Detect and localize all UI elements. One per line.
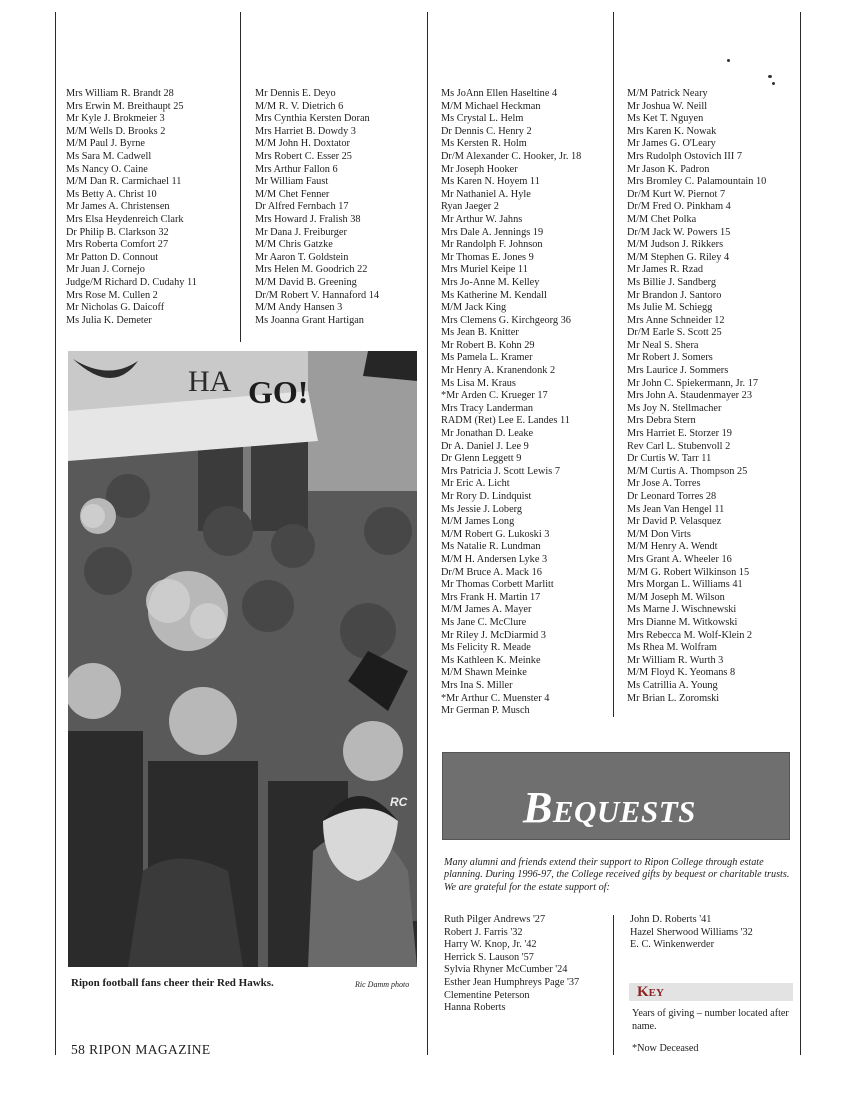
donor-name: Ms Marne J. Wischnewski [627,604,737,616]
donor-name: Ms Kathleen K. Meinke [441,654,541,666]
donor-name: M/M Robert G. Lukoski 3 [441,528,550,540]
donor-name: Dr/M Fred O. Pinkham 4 [627,201,731,213]
donor-name: Mrs Roberta Comfort 27 [66,239,169,251]
donor-name: M/M Michael Heckman [441,100,541,112]
donor-name: M/M David B. Greening [255,276,357,288]
sign-text-go: GO! [248,374,309,410]
sign-text-ha: HA [188,365,232,398]
donor-name: Dr Philip B. Clarkson 32 [66,226,169,238]
donor-name: Mr Eric A. Licht [441,478,510,490]
column-rule [613,12,614,717]
donor-name: M/M John H. Doxtator [255,138,350,150]
donor-name: Mrs Tracy Landerman [441,402,534,414]
donor-name: Mr William Faust [255,176,329,188]
donor-name: Mr Joshua W. Neill [627,100,708,112]
donor-name: Mrs Harriet E. Storzer 19 [627,428,732,440]
donor-name: Dr Leonard Torres 28 [627,491,717,502]
bequest-name: Ruth Pilger Andrews '27 [444,914,546,925]
donor-name: Mrs Frank H. Martin 17 [441,591,541,603]
donor-name: Dr Alfred Fernbach 17 [255,201,349,213]
donor-name: Mrs Ina S. Miller [441,679,513,691]
donor-name: Judge/M Richard D. Cudahy 11 [66,276,197,288]
donor-name: Ms JoAnn Ellen Haseltine 4 [441,88,558,99]
donor-name: M/M Don Virts [627,528,691,540]
donor-name: Mr Neal S. Shera [627,339,699,351]
donor-name: Dr/M Bruce A. Mack 16 [441,566,542,578]
donor-name: Dr/M Jack W. Powers 15 [627,226,731,238]
donor-list-column-1 [66,88,197,327]
donor-name: Dr/M Kurt W. Piernot 7 [627,188,726,200]
donor-name: Mrs Elsa Heydenreich Clark [66,213,184,225]
donor-name: Mrs Cynthia Kersten Doran [255,113,370,125]
donor-name: Mrs Debra Stern [627,415,696,427]
donor-name: Mr Brian L. Zoromski [627,692,720,704]
donor-name: Dr Glenn Leggett 9 [441,453,522,465]
donor-name: Dr Dennis C. Henry 2 [441,125,532,137]
donor-name: Ms Sara M. Cadwell [66,150,152,162]
donor-name: Ms Joanna Grant Hartigan [255,314,364,326]
photo-credit: Ric Damm photo [355,980,410,989]
donor-name: Mr James A. Christensen [66,201,170,213]
donor-name: Ms Lisa M. Kraus [441,377,516,389]
donor-name: Ms Joy N. Stellmacher [627,402,722,414]
donor-name: Mrs John A. Staudenmayer 23 [627,390,752,402]
donor-name: Dr A. Daniel J. Lee 9 [441,440,529,452]
donor-name: Ms Katherine M. Kendall [441,289,547,301]
bequest-name: Esther Jean Humphreys Page '37 [444,976,580,988]
donor-name: Ms Jean Van Hengel 11 [627,503,725,515]
donor-name: Mr Robert J. Somers [627,352,713,364]
bequests-list-column-1 [444,914,579,1015]
donor-name: M/M Henry A. Wendt [627,541,718,553]
donor-name: Mr William R. Wurth 3 [627,654,724,666]
donor-name: Dr/M Alexander C. Hooker, Jr. 18 [441,150,582,162]
donor-name: Mrs Robert C. Esser 25 [255,150,352,162]
donor-name: Dr Curtis W. Tarr 11 [627,453,712,465]
bequests-banner [442,752,790,840]
donor-name: M/M Stephen G. Riley 4 [627,251,730,263]
donor-name: Mrs Rudolph Ostovich III 7 [627,150,742,162]
donor-name: Ryan Jaeger 2 [441,201,499,213]
scan-speck [727,59,730,62]
donor-name: Ms Felicity R. Meade [441,642,531,654]
page-footer: 58 RIPON MAGAZINE [71,1042,211,1057]
donor-name: Ms Karen N. Hoyem 11 [441,176,540,188]
bequest-name: Harry W. Knop, Jr. '42 [444,939,537,951]
donor-name: Mrs Helen M. Goodrich 22 [255,264,368,276]
donor-name: M/M Chet Polka [627,213,697,225]
donor-name: Ms Natalie R. Lundman [441,541,541,553]
donor-name: Mr Patton D. Connout [66,251,159,263]
donor-name: *Mr Arthur C. Muenster 4 [441,692,550,704]
donor-name: Mr James R. Rzad [627,264,704,276]
donor-name: M/M James Long [441,516,515,528]
donor-name: M/M Jack King [441,302,507,314]
donor-name: Mr Henry A. Kranendonk 2 [441,365,556,377]
donor-list-column-4 [627,88,766,705]
donor-name: Mrs Bromley C. Palamountain 10 [627,176,767,188]
donor-list-column-3 [441,88,581,718]
donor-name: M/M Chris Gatzke [255,239,333,251]
donor-name: Mrs Arthur Fallon 6 [255,163,338,175]
donor-name: Mrs Anne Schneider 12 [627,314,725,326]
key-banner [629,983,793,1001]
donor-name: Mr German P. Musch [441,705,530,717]
donor-name: Mrs Harriet B. Dowdy 3 [255,125,356,137]
donor-name: M/M Dan R. Carmichael 11 [66,176,182,188]
donor-name: RADM (Ret) Lee E. Landes 11 [441,415,570,427]
scan-speck [772,82,775,85]
bequest-name: E. C. Winkenwerder [630,939,715,951]
donor-name: Mrs Patricia J. Scott Lewis 7 [441,465,560,477]
donor-name: Mr Dana J. Freiburger [255,226,347,238]
column-rule [240,12,241,342]
bequest-name: Herrick S. Lauson '57 [444,951,534,963]
donor-name: Mr Randolph F. Johnson [441,239,543,251]
donor-name: Mr Brandon J. Santoro [627,289,722,301]
donor-name: Mrs Grant A. Wheeler 16 [627,553,732,565]
bequest-name: Hanna Roberts [444,1002,506,1014]
donor-name: Ms Jean B. Knitter [441,327,519,339]
donor-name: Dr/M Robert V. Hannaford 14 [255,289,380,301]
donor-name: Ms Rhea M. Wolfram [627,642,717,654]
key-description: Years of giving – number located after name. [632,1008,789,1032]
donor-name: Mrs Rose M. Cullen 2 [66,289,158,301]
jacket-lettering: RC [390,795,408,809]
donor-name: M/M R. V. Dietrich 6 [255,100,344,112]
donor-name: M/M G. Robert Wilkinson 15 [627,566,750,578]
donor-name: M/M Andy Hansen 3 [255,302,343,314]
bequests-intro: Many alumni and friends extend their support to Ripon College through estate planning. During 1996-97, the College received gifts by bequest or charitable trusts. We are grateful for the estate support of: [444,857,790,893]
donor-name: Ms Nancy O. Caine [66,163,148,175]
bequests-title: Bequests [523,783,696,832]
scan-speck [768,75,772,78]
donor-name: M/M Patrick Neary [627,88,708,99]
donor-name: Ms Jane C. McClure [441,616,527,628]
column-rule [427,12,428,1055]
donor-name: M/M H. Andersen Lyke 3 [441,553,548,565]
donor-name: M/M Floyd K. Yeomans 8 [627,667,736,679]
donor-name: Mr Joseph Hooker [441,163,518,175]
football-fans-photo [68,351,417,967]
donor-name: M/M Curtis A. Thompson 25 [627,465,748,477]
donor-name: Dr/M Earle S. Scott 25 [627,327,722,339]
donor-name: Mr James G. O'Leary [627,138,716,150]
donor-name: Mrs Jo-Anne M. Kelley [441,276,540,288]
donor-name: Mrs Dianne M. Witkowski [627,616,738,628]
donor-name: Mr Kyle J. Brokmeier 3 [66,113,165,125]
donor-name: M/M Chet Fenner [255,188,330,200]
donor-name: Mr David P. Velasquez [627,516,722,528]
donor-name: Mrs Morgan L. Williams 41 [627,579,743,591]
donor-name: Mrs Rebecca M. Wolf-Klein 2 [627,629,753,641]
donor-name: Mrs Karen K. Nowak [627,125,717,137]
donor-name: Ms Billie J. Sandberg [627,276,717,288]
donor-name: Mr Arthur W. Jahns [441,213,523,225]
bequest-name: Clementine Peterson [444,989,530,1001]
donor-name: Ms Kersten R. Holm [441,138,527,150]
bequests-list-column-2 [630,914,753,952]
key-deceased-note: *Now Deceased [632,1043,699,1054]
donor-name: Mr Riley J. McDiarmid 3 [441,629,546,641]
donor-name: Mrs Howard J. Fralish 38 [255,213,361,225]
donor-name: Mr Jason K. Padron [627,163,710,175]
column-rule [800,12,801,1055]
donor-name: Mr Rory D. Lindquist [441,491,532,502]
donor-name: M/M James A. Mayer [441,604,532,616]
donor-name: Ms Julie M. Schiegg [627,302,713,314]
bequest-name: Sylvia Rhyner McCumber '24 [444,964,568,976]
donor-name: Ms Ket T. Nguyen [627,113,704,125]
donor-name: Mrs William R. Brandt 28 [66,88,174,99]
donor-name: Ms Betty A. Christ 10 [66,188,157,200]
donor-name: M/M Shawn Meinke [441,667,527,679]
donor-name: M/M Judson J. Rikkers [627,239,724,251]
donor-name: Mr Robert B. Kohn 29 [441,339,535,351]
bequest-name: John D. Roberts '41 [630,914,712,925]
donor-name: Mr Jose A. Torres [627,478,701,490]
key-title: Key [637,984,664,1000]
donor-name: Mrs Dale A. Jennings 19 [441,226,544,238]
donor-name: Mr Thomas Corbett Marlitt [441,579,554,591]
donor-name: Rev Carl L. Stubenvoll 2 [627,440,731,452]
donor-name: Mrs Laurice J. Sommers [627,365,729,377]
donor-name: Ms Pamela L. Kramer [441,352,533,364]
donor-name: M/M Wells D. Brooks 2 [66,125,166,137]
donor-name: Mr Jonathan D. Leake [441,428,534,440]
donor-name: *Mr Arden C. Krueger 17 [441,390,548,402]
donor-name: Mr Thomas E. Jones 9 [441,251,534,263]
donor-name: Ms Julia K. Demeter [66,314,152,326]
donor-name: Mr Dennis E. Deyo [255,88,336,99]
donor-name: Mr Nicholas G. Daicoff [66,302,165,314]
donor-name: Mr John C. Spiekermann, Jr. 17 [627,377,758,389]
column-rule [55,12,56,1055]
donor-name: Mrs Clemens G. Kirchgeorg 36 [441,314,571,326]
donor-name: Ms Jessie J. Loberg [441,503,523,515]
donor-name: M/M Joseph M. Wilson [627,591,725,603]
donor-name: Mrs Erwin M. Breithaupt 25 [66,100,184,112]
donor-name: Ms Catrillia A. Young [627,679,718,691]
donor-list-column-2 [255,88,379,327]
bequest-name: Hazel Sherwood Williams '32 [630,926,753,938]
donor-name: Mrs Muriel Keipe 11 [441,264,528,276]
photo-caption: Ripon football fans cheer their Red Hawks. [71,977,274,989]
donor-name: M/M Paul J. Byrne [66,138,145,150]
donor-name: Mr Nathaniel A. Hyle [441,188,531,200]
donor-name: Mr Juan J. Cornejo [66,264,145,276]
donor-name: Mr Aaron T. Goldstein [255,251,349,263]
donor-name: Ms Crystal L. Helm [441,113,524,125]
bequest-name: Robert J. Farris '32 [444,926,523,938]
column-rule [613,915,614,1055]
